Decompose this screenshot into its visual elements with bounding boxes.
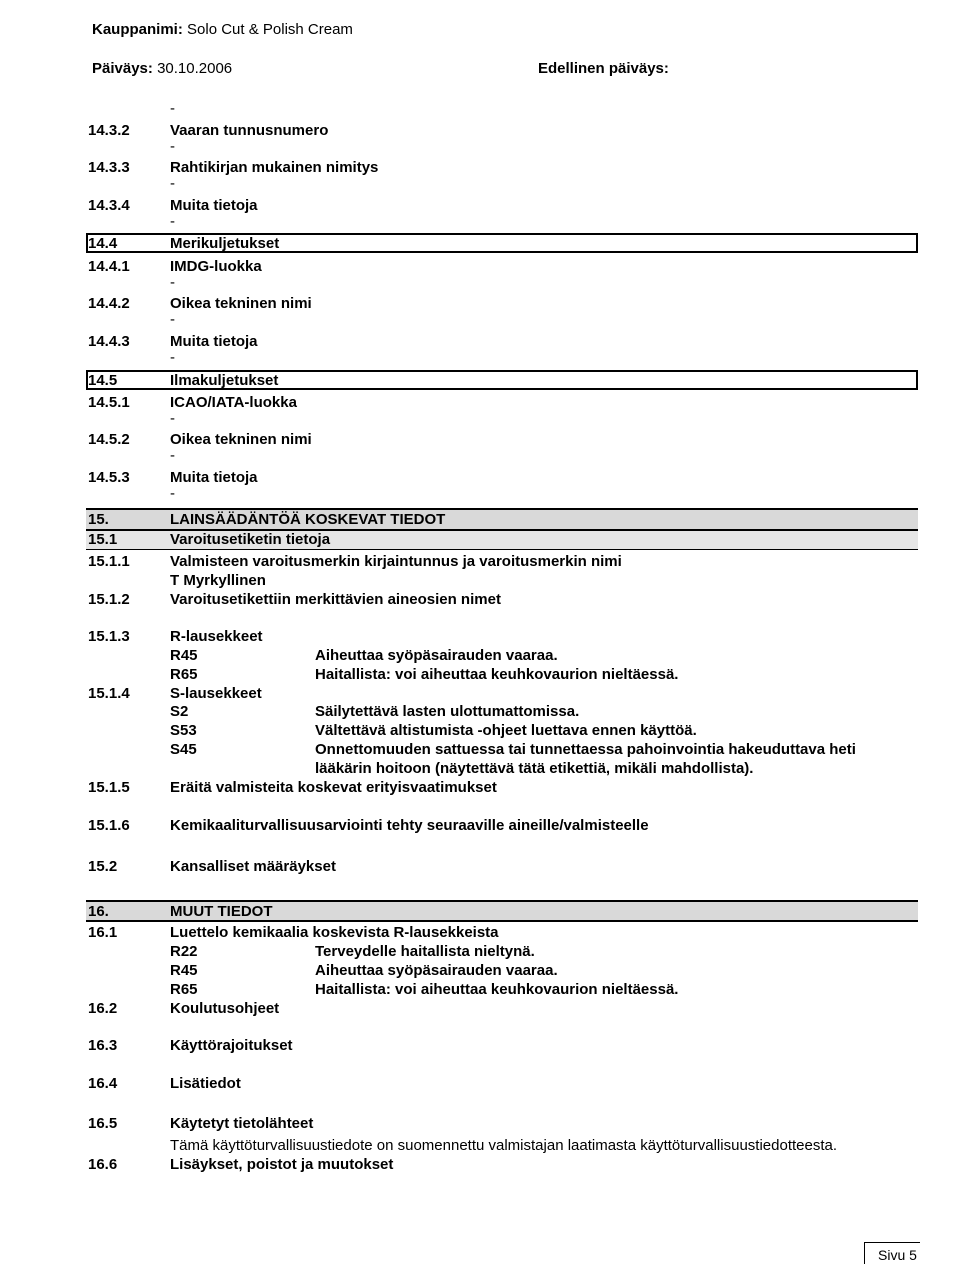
section-number: 14.3.2 bbox=[88, 122, 130, 139]
dash: - bbox=[170, 175, 175, 192]
section-title: Kansalliset määräykset bbox=[170, 858, 336, 875]
source-text: Tämä käyttöturvallisuustiedote on suomennettu valmistajan laatimasta käyttöturvallisuustiedotteesta. bbox=[170, 1137, 838, 1154]
phrase-code: R65 bbox=[170, 666, 198, 683]
section-number: 14.4.3 bbox=[88, 333, 130, 350]
section-number: 15.1.5 bbox=[88, 779, 130, 796]
section-number: 16.3 bbox=[88, 1037, 118, 1054]
section-number: 14.5.2 bbox=[88, 431, 130, 448]
date-value: 30.10.2006 bbox=[157, 60, 233, 77]
section-title: LAINSÄÄDÄNTÖÄ KOSKEVAT TIEDOT bbox=[170, 511, 446, 528]
section-title: ICAO/IATA-luokka bbox=[170, 394, 297, 411]
section-title: Muita tietoja bbox=[170, 469, 258, 486]
section-number: 14.3.4 bbox=[88, 197, 130, 214]
section-title: MUUT TIEDOT bbox=[170, 903, 273, 920]
section-title: IMDG-luokka bbox=[170, 258, 262, 275]
section-number: 14.5.1 bbox=[88, 394, 130, 411]
dash: - bbox=[170, 485, 175, 502]
dash: - bbox=[170, 447, 175, 464]
page-number: Sivu 5 bbox=[878, 1247, 917, 1263]
section-number: 15.1.4 bbox=[88, 685, 130, 702]
dash: - bbox=[170, 410, 175, 427]
section-title: Eräitä valmisteita koskevat erityisvaatimukset bbox=[170, 779, 497, 796]
dash: - bbox=[170, 138, 175, 155]
section-title: Valmisteen varoitusmerkin kirjaintunnus ja varoitusmerkin nimi bbox=[170, 553, 622, 570]
section-title: Varoitusetikettiin merkittävien aineosien nimet bbox=[170, 591, 501, 608]
dash: - bbox=[170, 100, 175, 117]
phrase-code: S2 bbox=[170, 703, 189, 720]
section-number: 16.6 bbox=[88, 1156, 118, 1173]
previous-date-label: Edellinen päiväys: bbox=[538, 60, 669, 77]
section-number: 14.5 bbox=[88, 372, 118, 389]
phrase-text: Vältettävä altistumista -ohjeet luettava ennen käyttöä. bbox=[315, 722, 697, 739]
section-title: Koulutusohjeet bbox=[170, 1000, 280, 1017]
phrase-text-continued: lääkärin hoitoon (näytettävä tätä etikettiä, mikäli mahdollista). bbox=[315, 760, 754, 777]
phrase-code: S45 bbox=[170, 741, 197, 758]
phrase-text: Aiheuttaa syöpäsairauden vaaraa. bbox=[315, 647, 558, 664]
phrase-code: R45 bbox=[170, 647, 198, 664]
section-title: Ilmakuljetukset bbox=[170, 372, 279, 389]
section-title: Lisätiedot bbox=[170, 1075, 241, 1092]
date bbox=[92, 60, 232, 77]
section-title: Varoitusetiketin tietoja bbox=[170, 531, 331, 548]
section-title: Lisäykset, poistot ja muutokset bbox=[170, 1156, 394, 1173]
hazard-symbol: T Myrkyllinen bbox=[170, 572, 266, 589]
section-title: Muita tietoja bbox=[170, 197, 258, 214]
section-title: Kemikaaliturvallisuusarviointi tehty seuraaville aineille/valmisteelle bbox=[170, 817, 649, 834]
section-number: 15.1.3 bbox=[88, 628, 130, 645]
phrase-code: R45 bbox=[170, 962, 198, 979]
section-title: Oikea tekninen nimi bbox=[170, 295, 312, 312]
dash: - bbox=[170, 274, 175, 291]
section-number: 15.1.6 bbox=[88, 817, 130, 834]
section-number: 16.5 bbox=[88, 1115, 118, 1132]
section-number: 15.1 bbox=[88, 531, 118, 548]
phrase-code: R22 bbox=[170, 943, 198, 960]
section-title: Luettelo kemikaalia koskevista R-lausekkeista bbox=[170, 924, 499, 941]
section-title: S-lausekkeet bbox=[170, 685, 262, 702]
date-label: Päiväys: bbox=[92, 60, 153, 77]
product-name-label: Kauppanimi: bbox=[92, 21, 183, 38]
section-number: 14.4.2 bbox=[88, 295, 130, 312]
section-number: 16.1 bbox=[88, 924, 118, 941]
section-number: 16.2 bbox=[88, 1000, 118, 1017]
section-title: Rahtikirjan mukainen nimitys bbox=[170, 159, 379, 176]
section-title: Oikea tekninen nimi bbox=[170, 431, 312, 448]
section-title: Vaaran tunnusnumero bbox=[170, 122, 329, 139]
section-number: 15.1.1 bbox=[88, 553, 130, 570]
section-number: 14.4.1 bbox=[88, 258, 130, 275]
phrase-text: Terveydelle haitallista nieltynä. bbox=[315, 943, 535, 960]
dash: - bbox=[170, 213, 175, 230]
section-number: 14.3.3 bbox=[88, 159, 130, 176]
phrase-text: Aiheuttaa syöpäsairauden vaaraa. bbox=[315, 962, 558, 979]
section-title: Käytetyt tietolähteet bbox=[170, 1115, 314, 1132]
section-number: 15.2 bbox=[88, 858, 118, 875]
section-number: 14.5.3 bbox=[88, 469, 130, 486]
product-name bbox=[92, 21, 353, 38]
section-title: R-lausekkeet bbox=[170, 628, 263, 645]
dash: - bbox=[170, 349, 175, 366]
phrase-code: R65 bbox=[170, 981, 198, 998]
section-number: 15.1.2 bbox=[88, 591, 130, 608]
section-title: Merikuljetukset bbox=[170, 235, 280, 252]
product-name-value: Solo Cut & Polish Cream bbox=[187, 21, 353, 38]
dash: - bbox=[170, 311, 175, 328]
section-title: Muita tietoja bbox=[170, 333, 258, 350]
section-number: 16.4 bbox=[88, 1075, 118, 1092]
phrase-text: Haitallista: voi aiheuttaa keuhkovaurion nieltäessä. bbox=[315, 666, 679, 683]
phrase-text: Säilytettävä lasten ulottumattomissa. bbox=[315, 703, 580, 720]
phrase-code: S53 bbox=[170, 722, 197, 739]
section-number: 15. bbox=[88, 511, 109, 528]
section-number: 14.4 bbox=[88, 235, 118, 252]
section-title: Käyttörajoitukset bbox=[170, 1037, 293, 1054]
phrase-text: Haitallista: voi aiheuttaa keuhkovaurion nieltäessä. bbox=[315, 981, 679, 998]
phrase-text: Onnettomuuden sattuessa tai tunnettaessa pahoinvointia hakeuduttava heti bbox=[315, 741, 856, 758]
section-number: 16. bbox=[88, 903, 109, 920]
